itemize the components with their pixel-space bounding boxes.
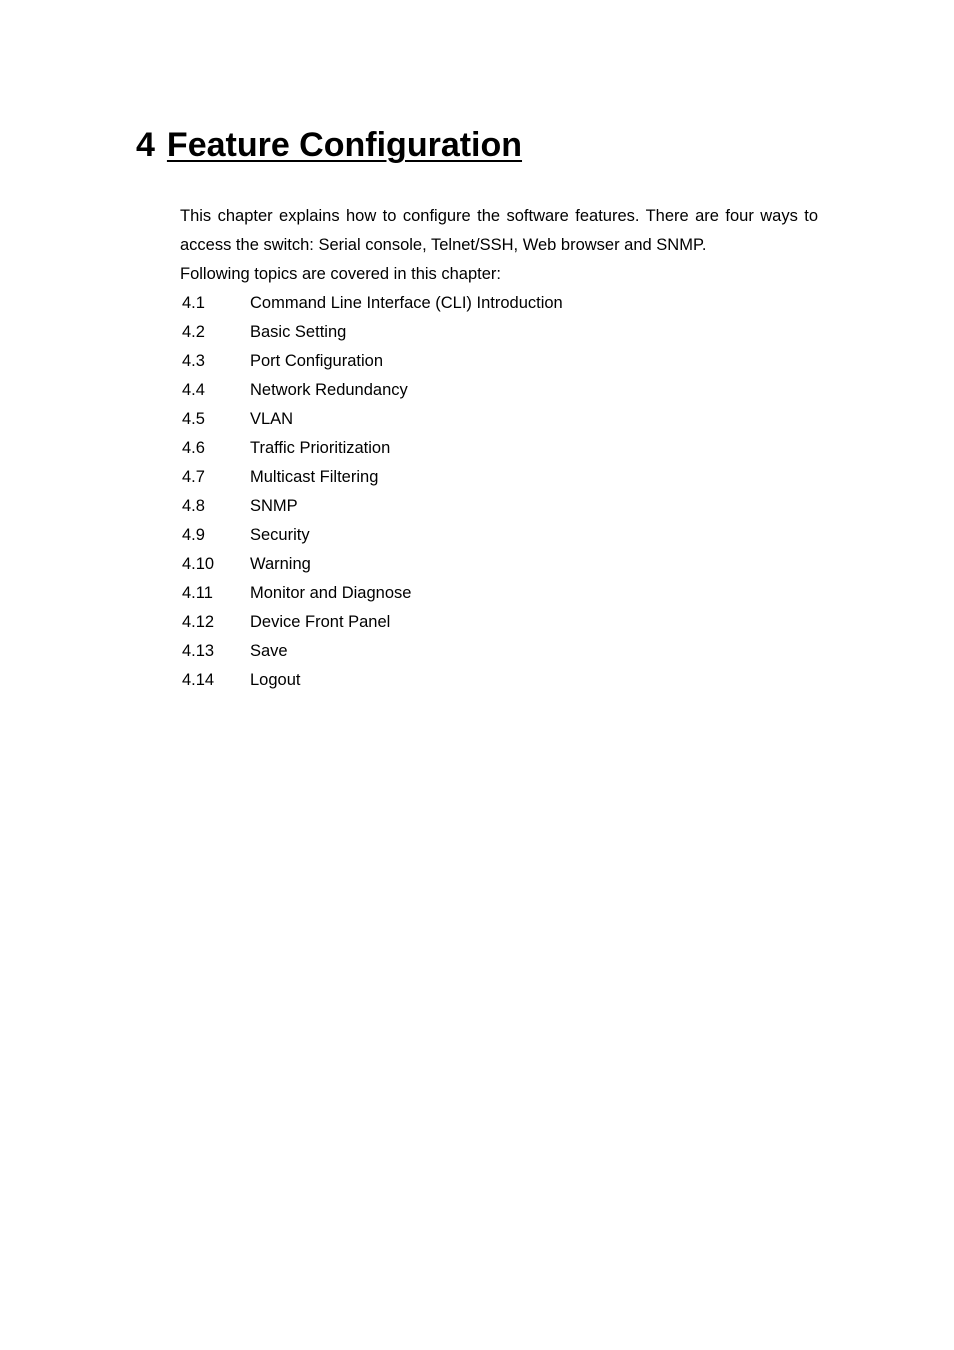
- topic-item: [180, 376, 818, 405]
- topic-item: [180, 405, 818, 434]
- topic-item: [180, 521, 818, 550]
- chapter-heading: [136, 122, 522, 168]
- topic-number: 4.4: [182, 381, 205, 399]
- topic-item: [180, 666, 818, 695]
- topic-number: 4.2: [182, 323, 205, 341]
- topic-label: Monitor and Diagnose: [250, 584, 412, 602]
- topic-label: Multicast Filtering: [250, 468, 379, 486]
- topic-label: SNMP: [250, 497, 298, 515]
- topic-number: 4.12: [182, 613, 215, 631]
- topic-number: 4.3: [182, 352, 205, 370]
- topic-number: 4.1: [182, 294, 205, 312]
- topic-item: [180, 289, 818, 318]
- topic-label: Logout: [250, 671, 301, 689]
- topic-item: [180, 463, 818, 492]
- topic-item: [180, 637, 818, 666]
- chapter-number: 4: [136, 126, 155, 164]
- topic-item: [180, 550, 818, 579]
- topic-number: 4.9: [182, 526, 205, 544]
- topic-label: Traffic Prioritization: [250, 439, 391, 457]
- topic-list: [180, 289, 818, 695]
- topic-number: 4.13: [182, 642, 215, 660]
- chapter-content: [180, 202, 818, 695]
- topic-item: [180, 434, 818, 463]
- topic-label: VLAN: [250, 410, 294, 428]
- topic-number: 4.14: [182, 671, 215, 689]
- topic-item: [180, 347, 818, 376]
- intro-paragraph: This chapter explains how to configure the software features. There are four ways to access the switch: Serial console, Telnet/SSH, Web browser and SNMP.: [180, 207, 818, 254]
- topic-label: Port Configuration: [250, 352, 383, 370]
- topic-item: [180, 579, 818, 608]
- topic-number: 4.6: [182, 439, 205, 457]
- topic-number: 4.5: [182, 410, 205, 428]
- topic-label: Warning: [250, 555, 311, 573]
- topic-label: Network Redundancy: [250, 381, 408, 399]
- chapter-title: Feature Configuration: [166, 126, 523, 164]
- topic-number: 4.11: [182, 584, 213, 602]
- topic-label: Command Line Interface (CLI) Introduction: [250, 294, 563, 312]
- topic-label: Device Front Panel: [250, 613, 391, 631]
- topic-item: [180, 608, 818, 637]
- topic-item: [180, 318, 818, 347]
- topic-label: Basic Setting: [250, 323, 347, 341]
- topic-label: Security: [250, 526, 310, 544]
- topic-item: [180, 492, 818, 521]
- topic-label: Save: [250, 642, 288, 660]
- topic-number: 4.7: [182, 468, 205, 486]
- topics-lead: Following topics are covered in this chapter:: [180, 265, 501, 283]
- topic-number: 4.8: [182, 497, 205, 515]
- topic-number: 4.10: [182, 555, 215, 573]
